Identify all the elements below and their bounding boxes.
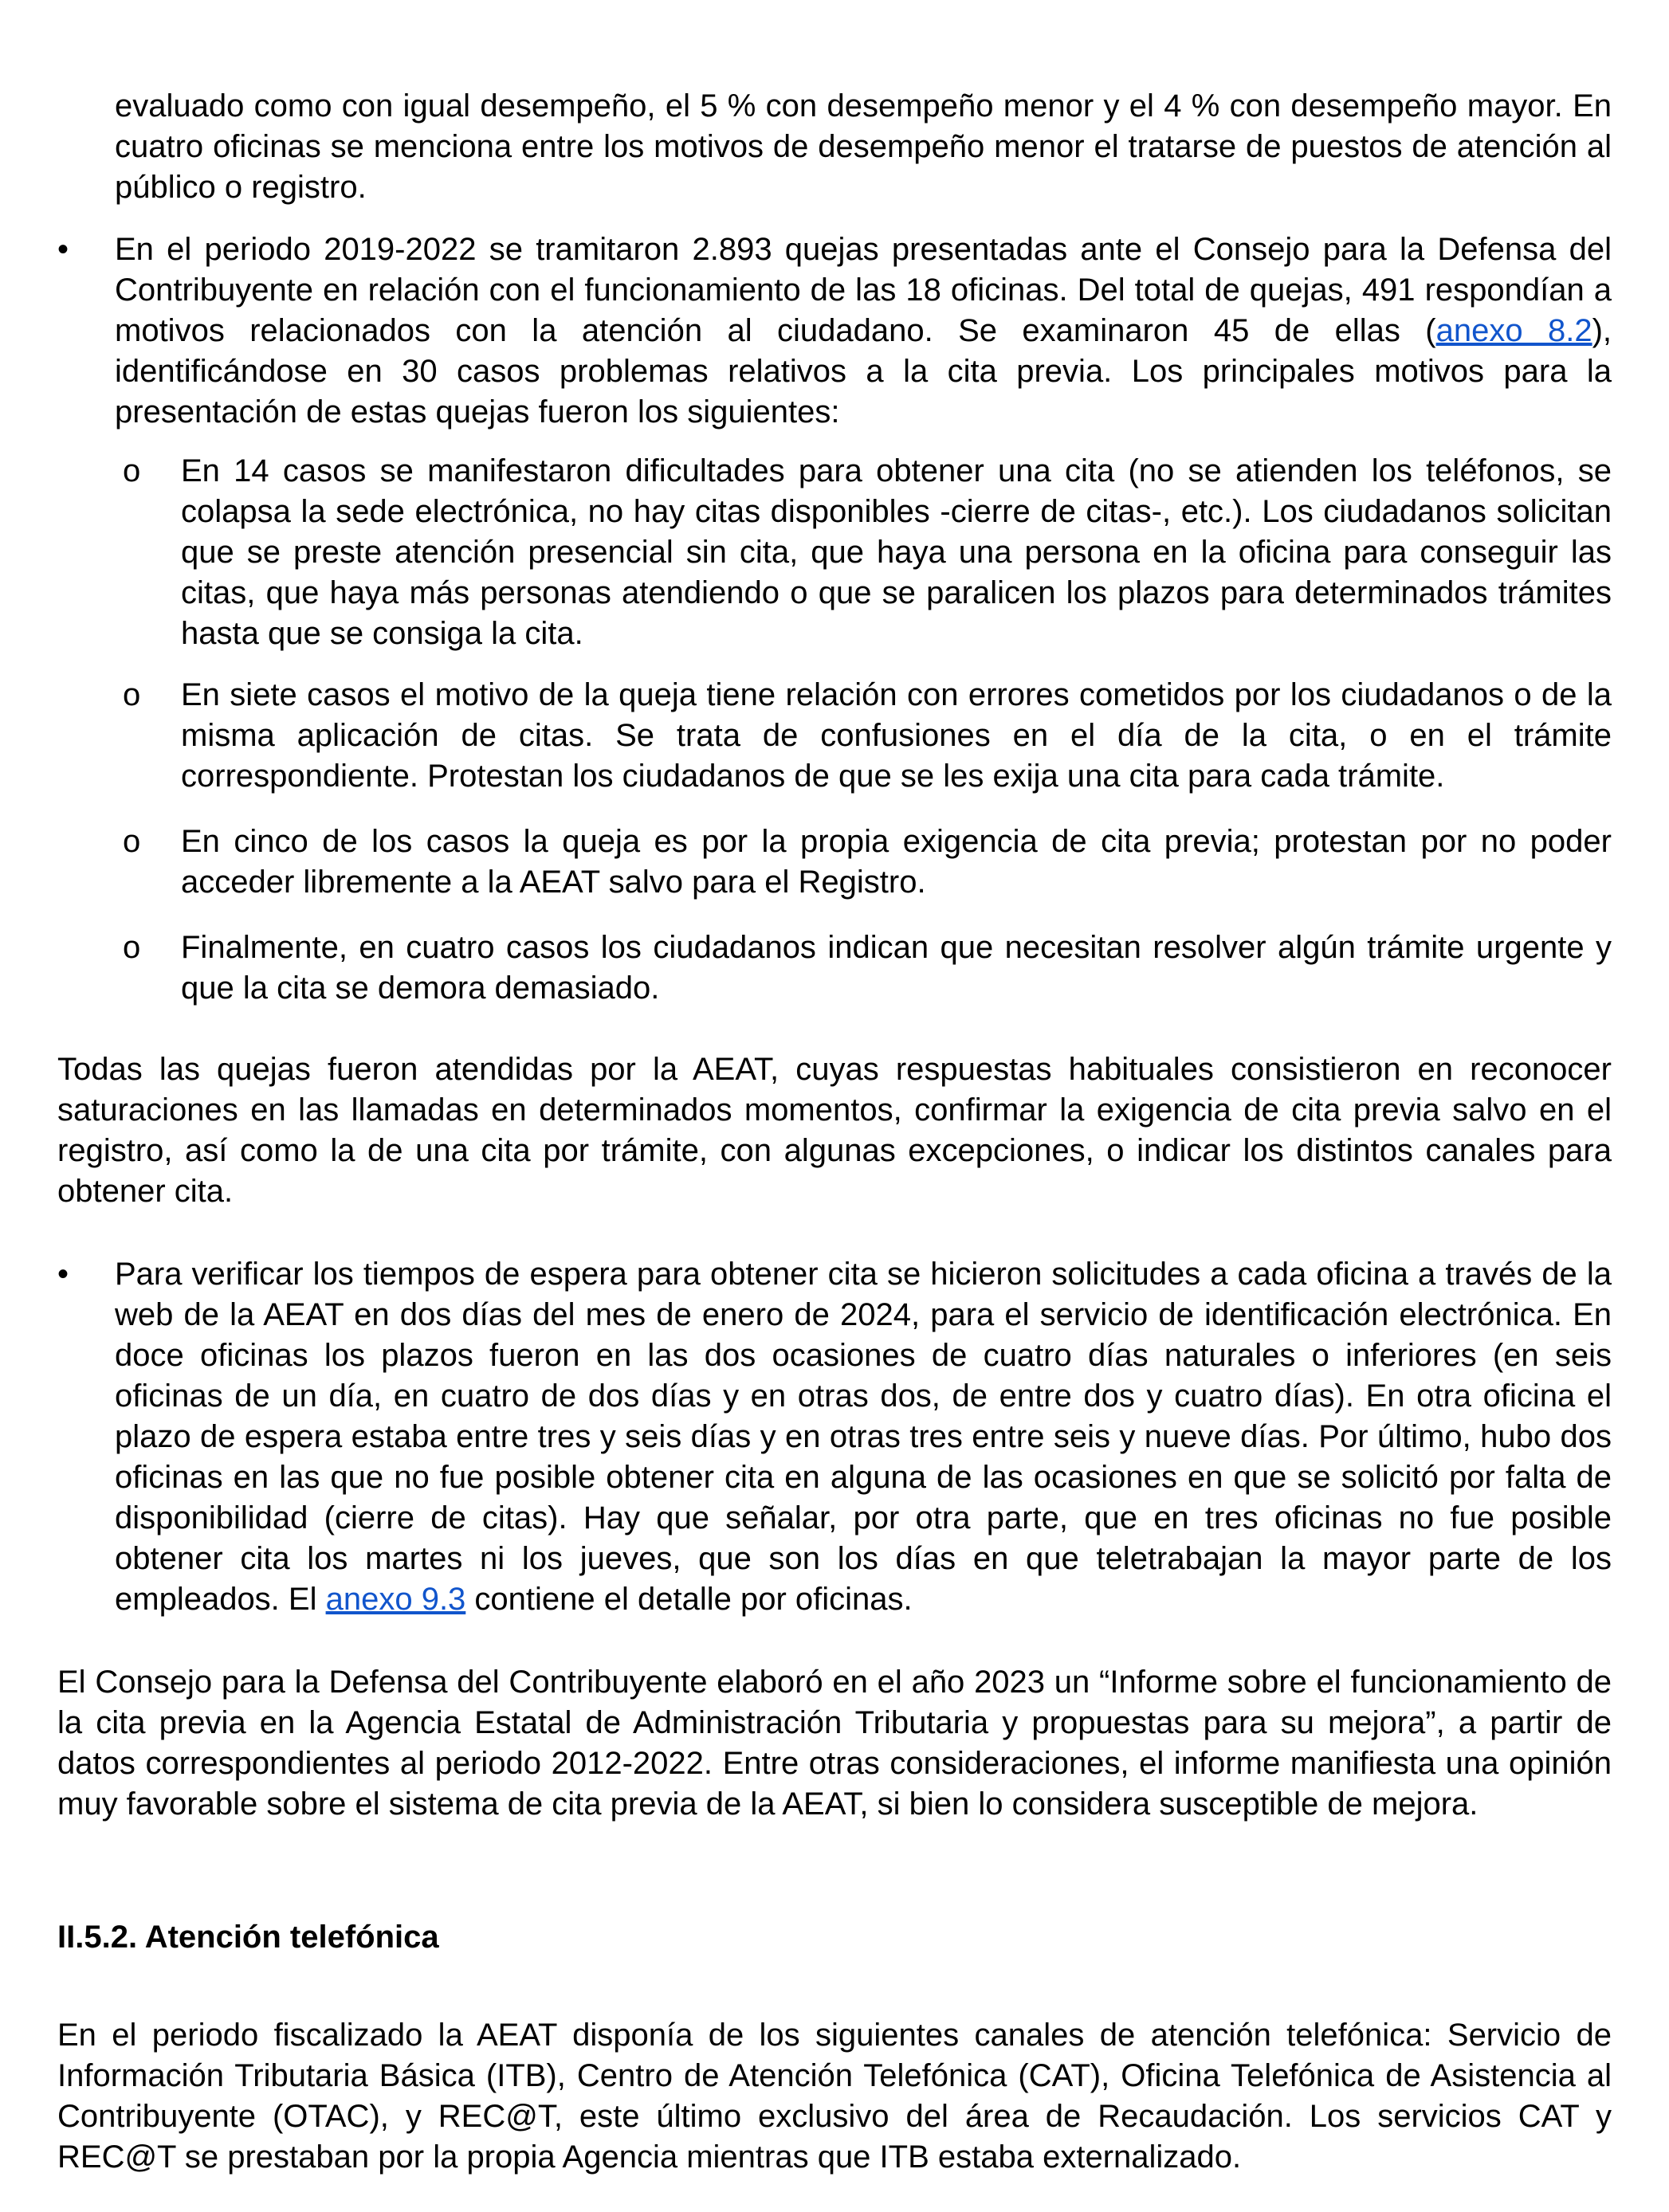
verificar-text-b: contiene el detalle por oficinas. [465, 1582, 913, 1617]
quejas-paragraph [115, 229, 1612, 433]
bullet-icon: • [57, 1257, 69, 1292]
quejas-text-b: ), identificándose en 30 casos problemas relativos a la cita previa. Los principales motivos para la presentación de estas quejas fueron los siguientes: [115, 313, 1612, 429]
intro-paragraph: evaluado como con igual desempeño, el 5 % con desempeño menor y el 4 % con desempeño mayor. En cuatro oficinas se menciona entre los motivos de desempeño menor el tratarse de puestos de atención al público o registro. [115, 88, 1612, 205]
verificar-text-a: Para verificar los tiempos de espera para obtener cita se hicieron solicitudes a cada oficina a través de la web de la AEAT en dos días del mes de enero de 2024, para el servicio de identificación electrónica. En doce oficinas los plazos fueron en las dos ocasiones de cuatro días naturales o inferiores (en seis oficinas de un día, en cuatro de dos días y en otras dos, de entre dos y cuatro días). En otra oficina el plazo de espera estaba entre tres y seis días y en otras tres entre seis y nueve días. Por último, hubo dos oficinas en las que no fue posible obtener cita en alguna de las ocasiones en que se solicitó por falta de disponibilidad (cierre de citas). Hay que señalar, por otra parte, que en tres oficinas no fue posible obtener cita los martes ni los jueves, que son los días en que teletrabajan la mayor parte de los empleados. El [115, 1257, 1612, 1617]
sub-item-2: En siete casos el motivo de la queja tiene relación con errores cometidos por los ciudadanos o de la misma aplicación de citas. Se trata de confusiones en el día de la cita, o en el trámite correspondiente. Protestan los ciudadanos de que se les exija una cita para cada trámite. [181, 677, 1612, 794]
sub-bullet-icon: o [123, 930, 141, 965]
verificar-paragraph [115, 1254, 1612, 1620]
telefonica-paragraph: En el periodo fiscalizado la AEAT disponía de los siguientes canales de atención telefónica: Servicio de Información Tributaria Básica (ITB), Centro de Atención Telefónica (CAT), Oficina Telefónica de Asistencia al Contribuyente (OTAC), y REC@T, este último exclusivo del área de Recaudación. Los servicios CAT y REC@T se prestaban por la propia Agencia mientras que ITB estaba externalizado. [57, 2018, 1612, 2175]
sub-item-1: En 14 casos se manifestaron dificultades para obtener una cita (no se atienden los teléfonos, se colapsa la sede electrónica, no hay citas disponibles -cierre de citas-, etc.). Los ciudadanos solicitan que se preste atención presencial sin cita, que haya una persona en la oficina para conseguir las citas, que haya más personas atendiendo o que se paralicen los plazos para determinados trámites hasta que se consiga la cita. [181, 453, 1612, 651]
quejas-text-a: En el periodo 2019-2022 se tramitaron 2.893 quejas presentadas ante el Consejo para la Defensa del Contribuyente en relación con el funcionamiento de las 18 oficinas. Del total de quejas, 491 respondían a motivos relacionados con la atención al ciudadano. Se examinaron 45 de ellas ( [115, 232, 1612, 348]
sub-item-4: Finalmente, en cuatro casos los ciudadanos indican que necesitan resolver algún trámite urgente y que la cita se demora demasiado. [181, 930, 1612, 1006]
atendidas-paragraph: Todas las quejas fueron atendidas por la AEAT, cuyas respuestas habituales consistieron en reconocer saturaciones en las llamadas en determinados momentos, confirmar la exigencia de cita previa salvo en el registro, así como la de una cita por trámite, con algunas excepciones, o indicar los distintos canales para obtener cita. [57, 1052, 1612, 1209]
sub-bullet-icon: o [123, 677, 141, 712]
anexo-8-2-link[interactable]: anexo 8.2 [1435, 313, 1592, 348]
sub-item-3: En cinco de los casos la queja es por la propia exigencia de cita previa; protestan por no poder acceder libremente a la AEAT salvo para el Registro. [181, 824, 1612, 900]
bullet-icon: • [57, 232, 69, 267]
sub-bullet-icon: o [123, 453, 141, 488]
sub-bullet-icon: o [123, 824, 141, 859]
consejo-paragraph: El Consejo para la Defensa del Contribuyente elaboró en el año 2023 un “Informe sobre el funcionamiento de la cita previa en la Agencia Estatal de Administración Tributaria y propuestas para su mejora”, a partir de datos correspondientes al periodo 2012-2022. Entre otras consideraciones, el informe manifiesta una opinión muy favorable sobre el sistema de cita previa de la AEAT, si bien lo considera susceptible de mejora. [57, 1665, 1612, 1822]
anexo-9-3-link[interactable]: anexo 9.3 [325, 1582, 466, 1617]
section-heading: II.5.2. Atención telefónica [57, 1920, 439, 1955]
